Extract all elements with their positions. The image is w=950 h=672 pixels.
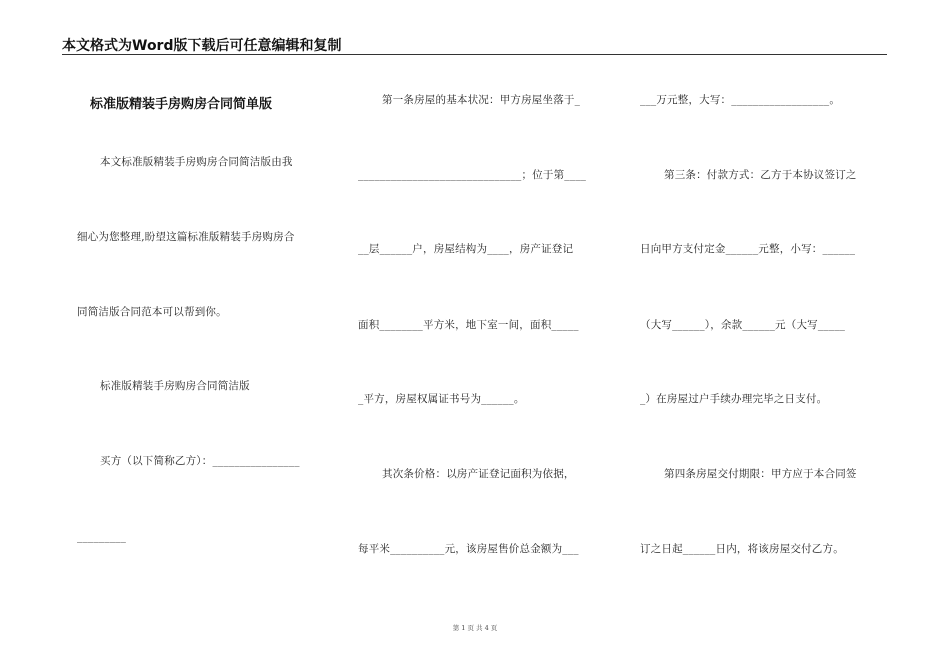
col1-line-5: 买方（以下简称乙方）：________________ xyxy=(100,455,300,467)
col3-line-6: 第四条房屋交付期限：甲方应于本合同签 xyxy=(664,468,857,480)
page-number: 第 1 页 共 4 页 xyxy=(452,624,498,632)
header-divider xyxy=(62,54,887,55)
col1-line-4: 标准版精装手房购房合同简洁版 xyxy=(100,380,250,392)
header-title: 本文格式为Word版下载后可任意编辑和复制 xyxy=(62,38,342,54)
col2-line-3: __层______户，房屋结构为____，房产证登记 xyxy=(358,243,574,255)
col3-line-5: _）在房屋过户手续办理完毕之日支付。 xyxy=(640,393,828,405)
col3-line-2: 第三条：付款方式：乙方于本协议签订之 xyxy=(664,169,857,181)
col2-line-5: _平方，房屋权属证书号为______。 xyxy=(358,393,525,405)
col2-line-1: 第一条房屋的基本状况：甲方房屋坐落于_ xyxy=(382,94,581,106)
col1-line-1: 本文标准版精装手房购房合同简洁版由我 xyxy=(100,156,293,168)
document-title: 标准版精装手房购房合同简单版 xyxy=(90,97,273,112)
col3-line-1: ___万元整，大写：__________________。 xyxy=(640,94,841,106)
col2-line-4: 面积________平方米，地下室一间，面积_____ xyxy=(358,319,579,331)
col1-line-6: _________ xyxy=(77,531,127,543)
col1-line-2: 细心为您整理,盼望这篇标准版精装手房购房合 xyxy=(77,231,295,243)
col2-line-7: 每平米__________元，该房屋售价总金额为___ xyxy=(358,543,579,555)
col3-line-3: 日向甲方支付定金______元整，小写：______ xyxy=(640,243,856,255)
col2-line-2: ______________________________；位于第____ xyxy=(358,169,587,181)
col3-line-4: （大写______），余款______元（大写_____ xyxy=(640,319,846,331)
col2-line-6: 其次条价格：以房产证登记面积为依据， xyxy=(382,468,575,480)
col3-line-7: 订之日起______日内，将该房屋交付乙方。 xyxy=(640,543,844,555)
col1-line-3: 同简洁版合同范本可以帮到你。 xyxy=(77,306,227,318)
